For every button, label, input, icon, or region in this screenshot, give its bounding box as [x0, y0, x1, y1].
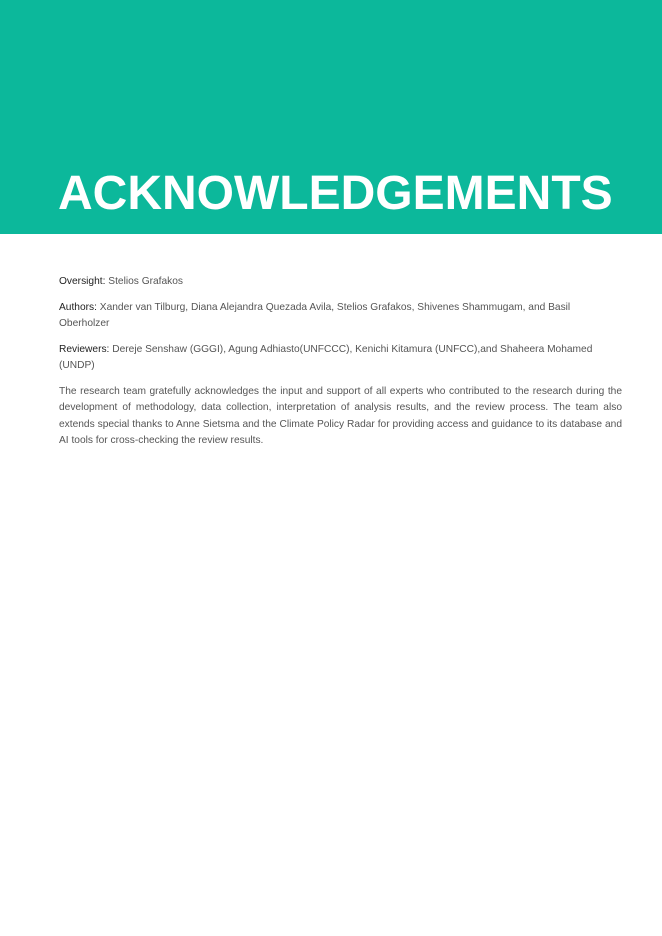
acknowledgement-paragraph: The research team gratefully acknowledges the input and support of all experts who contributed to the research during the development of methodology, data collection, interpretation of analysis results, and the review process. The team also extends special thanks to Anne Sietsma and the Climate Policy Radar for providing access and guidance to its database and AI tools for cross-checking the review results.: [59, 385, 622, 446]
header-band: [0, 0, 662, 234]
reviewers-names: Dereje Senshaw (GGGI), Agung Adhiasto(UNFCCC), Kenichi Kitamura (UNFCC),and Shaheera Mohamed (UNDP): [59, 343, 593, 371]
acknowledgements-content: [59, 274, 622, 459]
reviewers-label: Reviewers:: [59, 343, 110, 355]
authors-names: Xander van Tilburg, Diana Alejandra Quezada Avila, Stelios Grafakos, Shivenes Shammugam, and Basil Oberholzer: [59, 301, 571, 329]
oversight-credit: [59, 274, 622, 291]
reviewers-credit: [59, 342, 622, 375]
oversight-label: Oversight:: [59, 276, 106, 287]
oversight-names: Stelios Grafakos: [108, 276, 184, 287]
authors-label: Authors:: [59, 301, 97, 313]
authors-credit: [59, 300, 584, 333]
page-title: ACKNOWLEDGEMENTS: [58, 167, 613, 220]
